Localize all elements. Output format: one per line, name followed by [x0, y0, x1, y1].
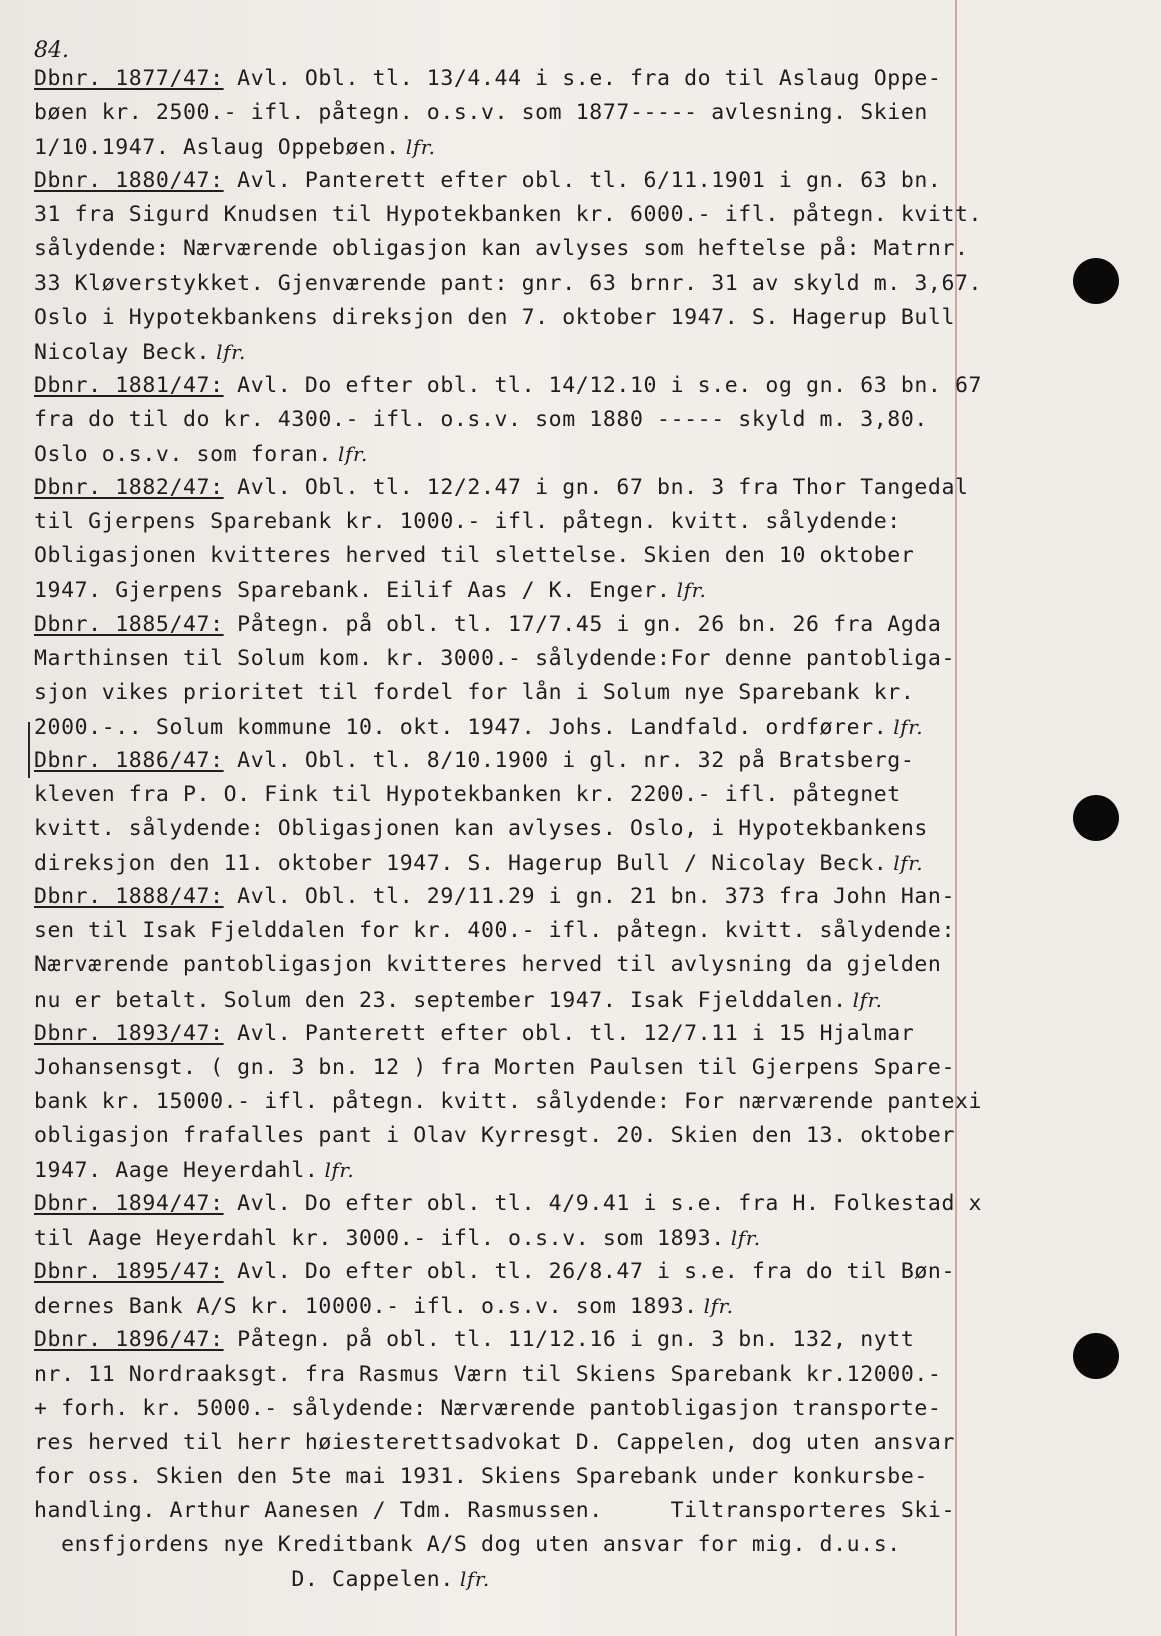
- handwritten-initials: lfr.: [852, 987, 883, 1012]
- handwritten-initials: lfr.: [703, 1294, 734, 1319]
- entry-reference: Dbnr. 1880/47:: [34, 168, 224, 194]
- entry-text: Oslo i Hypotekbankens direksjon den 7. oktober 1947. S. Hagerup Bull: [34, 304, 955, 330]
- entry-reference: Dbnr. 1881/47:: [34, 372, 224, 398]
- entry-line: [34, 1153, 994, 1187]
- handwritten-initials: lfr.: [337, 442, 368, 467]
- entry-line: [34, 676, 994, 710]
- entry-text: Marthinsen til Solum kom. kr. 3000.- sålydende:For denne pantobliga-: [34, 645, 955, 671]
- entry-text: Avl. Obl. tl. 13/4.44 i s.e. fra do til Aslaug Oppe-: [223, 66, 942, 91]
- entry-line: [34, 1085, 994, 1119]
- entry-line: [34, 1494, 994, 1528]
- entry-text: Avl. Obl. tl. 29/11.29 i gn. 21 bn. 373 fra John Han-: [223, 884, 956, 910]
- register-entry: [34, 164, 994, 369]
- entry-line: [34, 1119, 994, 1153]
- punch-hole: [1073, 795, 1119, 841]
- entry-line: [34, 778, 994, 812]
- handwritten-initials: lfr.: [216, 339, 246, 364]
- entry-line: [34, 335, 994, 369]
- entry-line: [34, 369, 994, 403]
- margin-mark: [28, 722, 30, 778]
- handwritten-initials: lfr.: [730, 1226, 761, 1251]
- handwritten-initials: lfr.: [676, 578, 707, 603]
- entry-text: D. Cappelen.: [34, 1567, 454, 1593]
- entry-text: 31 fra Sigurd Knudsen til Hypotekbanken kr. 6000.- ifl. påtegn. kvitt.: [34, 202, 983, 228]
- entry-line: [34, 130, 994, 164]
- entry-text: nr. 11 Nordraaksgt. fra Rasmus Værn til Skiens Sparebank kr.12000.-: [34, 1361, 942, 1387]
- register-entry: [34, 1187, 994, 1255]
- punch-hole: [1073, 1333, 1119, 1379]
- entry-text: res herved til herr høiesterettsadvokat D. Cappelen, dog uten ansvar: [34, 1429, 955, 1455]
- entry-text: 33 Kløverstykket. Gjenværende pant: gnr. 63 brnr. 31 av skyld m. 3,67.: [34, 270, 983, 296]
- entry-line: [34, 1426, 994, 1460]
- entry-text: Avl. Obl. tl. 8/10.1900 i gl. nr. 32 på Bratsberg-: [223, 747, 915, 773]
- entry-reference: Dbnr. 1888/47:: [34, 884, 224, 910]
- entry-line: [34, 1392, 994, 1426]
- register-entry: [34, 880, 994, 1016]
- entry-text: fra do til do kr. 4300.- ifl. o.s.v. som 1880 ----- skyld m. 3,80.: [34, 406, 928, 432]
- register-entry: [34, 1323, 994, 1596]
- entry-text: kvitt. sålydende: Obligasjonen kan avlyses. Oslo, i Hypotekbankens: [34, 816, 928, 842]
- entry-line: [34, 1323, 994, 1357]
- entry-line: [34, 880, 994, 914]
- entry-text: sjon vikes prioritet til fordel for lån i Solum nye Sparebank kr.: [34, 679, 915, 705]
- entry-text: dernes Bank A/S kr. 10000.- ifl. o.s.v. som 1893.: [34, 1294, 698, 1320]
- entry-text: Nærværende pantobligasjon kvitteres herved til avlysning da gjelden: [34, 952, 942, 978]
- entry-text: Avl. Do efter obl. tl. 14/12.10 i s.e. og gn. 63 bn. 67: [223, 372, 983, 398]
- entry-line: [34, 1221, 994, 1255]
- entry-text: kleven fra P. O. Fink til Hypotekbanken kr. 2200.- ifl. påtegnet: [34, 781, 901, 807]
- entry-line: [34, 948, 994, 982]
- entry-text: 1/10.1947. Aslaug Oppebøen.: [34, 135, 400, 161]
- punch-hole: [1073, 258, 1119, 304]
- entry-line: [34, 1289, 994, 1323]
- entry-text: Oslo o.s.v. som foran.: [34, 442, 332, 468]
- entry-line: [34, 505, 994, 539]
- entry-line: [34, 914, 994, 948]
- entry-text: direksjon den 11. oktober 1947. S. Hagerup Bull / Nicolay Beck.: [34, 851, 888, 877]
- entry-line: [34, 744, 994, 778]
- entry-reference: Dbnr. 1885/47:: [34, 611, 224, 637]
- entry-line: [34, 437, 994, 471]
- entry-text: for oss. Skien den 5te mai 1931. Skiens Sparebank under konkursbe-: [34, 1463, 928, 1489]
- entry-line: [34, 1051, 994, 1085]
- entry-text: Avl. Panterett efter obl. tl. 12/7.11 i 15 Hjalmar: [223, 1020, 915, 1046]
- entry-text: sen til Isak Fjelddalen for kr. 400.- ifl. påtegn. kvitt. sålydende:: [34, 918, 955, 944]
- entry-reference: Dbnr. 1882/47:: [34, 475, 224, 501]
- page-number: 84.: [34, 38, 69, 63]
- entry-text: Nicolay Beck.: [34, 339, 211, 365]
- entry-text: til Aage Heyerdahl kr. 3000.- ifl. o.s.v. som 1893.: [34, 1226, 725, 1252]
- entry-line: [34, 471, 994, 505]
- entry-text: Avl. Do efter obl. tl. 4/9.41 i s.e. fra H. Folkestad x: [223, 1191, 983, 1217]
- entry-line: [34, 573, 994, 607]
- entry-line: [34, 164, 994, 198]
- entry-text: Johansensgt. ( gn. 3 bn. 12 ) fra Morten Paulsen til Gjerpens Spare-: [34, 1054, 955, 1080]
- entry-text: til Gjerpens Sparebank kr. 1000.- ifl. påtegn. kvitt. sålydende:: [34, 509, 901, 535]
- entry-text: 2000.-.. Solum kommune 10. okt. 1947. Johs. Landfald. ordfører.: [34, 714, 888, 740]
- entry-reference: Dbnr. 1895/47:: [34, 1259, 224, 1285]
- entry-line: [34, 539, 994, 573]
- entry-reference: Dbnr. 1886/47:: [34, 747, 224, 773]
- register-entry: [34, 1255, 994, 1323]
- handwritten-initials: lfr.: [324, 1158, 355, 1182]
- entry-text: sålydende: Nærværende obligasjon kan avlyses som heftelse på: Matrnr.: [34, 236, 969, 262]
- handwritten-initials: lfr.: [459, 1567, 490, 1592]
- entry-text: Påtegn. på obl. tl. 17/7.45 i gn. 26 bn. 26 fra Agda: [223, 611, 942, 637]
- entry-line: [34, 232, 994, 266]
- entry-line: [34, 1017, 994, 1051]
- entry-reference: Dbnr. 1896/47:: [34, 1327, 224, 1353]
- entry-line: [34, 812, 994, 846]
- register-entry: [34, 369, 994, 471]
- register-entry: [34, 1017, 994, 1187]
- entry-text: 1947. Gjerpens Sparebank. Eilif Aas / K. Enger.: [34, 578, 671, 604]
- register-entry: [34, 744, 994, 880]
- entry-text: nu er betalt. Solum den 23. september 1947. Isak Fjelddalen.: [34, 987, 847, 1013]
- entry-line: [34, 1528, 994, 1562]
- register-entry: [34, 62, 994, 164]
- register-entry: [34, 471, 994, 607]
- entry-line: [34, 846, 994, 880]
- entry-line: [34, 301, 994, 335]
- entry-line: [34, 608, 994, 642]
- entry-reference: Dbnr. 1893/47:: [34, 1020, 224, 1046]
- entry-text: Avl. Obl. tl. 12/2.47 i gn. 67 bn. 3 fra Thor Tangedal: [223, 475, 969, 501]
- entry-line: [34, 1358, 994, 1392]
- entry-line: [34, 198, 994, 232]
- handwritten-initials: lfr.: [893, 714, 924, 739]
- entry-text: Avl. Panterett efter obl. tl. 6/11.1901 i gn. 63 bn.: [223, 168, 942, 194]
- entry-line: [34, 403, 994, 437]
- entry-line: [34, 1255, 994, 1289]
- entry-text: Avl. Do efter obl. tl. 26/8.47 i s.e. fra do til Bøn-: [223, 1259, 956, 1285]
- entry-line: [34, 1562, 994, 1596]
- entry-text: bank kr. 15000.- ifl. påtegn. kvitt. sålydende: For nærværende pantexi: [34, 1088, 983, 1114]
- entry-text: Obligasjonen kvitteres herved til slettelse. Skien den 10 oktober: [34, 543, 915, 569]
- entry-list: [34, 62, 994, 1596]
- entry-text: 1947. Aage Heyerdahl.: [34, 1158, 319, 1183]
- entry-reference: Dbnr. 1894/47:: [34, 1191, 224, 1217]
- register-entry: [34, 608, 994, 744]
- entry-text: + forh. kr. 5000.- sålydende: Nærværende pantobligasjon transporte-: [34, 1395, 942, 1421]
- entry-line: [34, 267, 994, 301]
- handwritten-initials: lfr.: [405, 135, 436, 160]
- entry-text: ensfjordens nye Kreditbank A/S dog uten ansvar for mig. d.u.s.: [34, 1532, 901, 1558]
- entry-text: handling. Arthur Aanesen / Tdm. Rasmussen. Tiltransporteres Ski-: [34, 1497, 955, 1523]
- entry-line: [34, 642, 994, 676]
- entry-line: [34, 62, 994, 96]
- handwritten-initials: lfr.: [893, 851, 924, 876]
- entry-line: [34, 710, 994, 744]
- entry-reference: Dbnr. 1877/47:: [34, 66, 224, 91]
- entry-text: Påtegn. på obl. tl. 11/12.16 i gn. 3 bn. 132, nytt: [223, 1327, 915, 1353]
- entry-text: bøen kr. 2500.- ifl. påtegn. o.s.v. som 1877----- avlesning. Skien: [34, 100, 928, 126]
- entry-line: [34, 96, 994, 130]
- entry-text: obligasjon frafalles pant i Olav Kyrresgt. 20. Skien den 13. oktober: [34, 1122, 955, 1148]
- entry-line: [34, 983, 994, 1017]
- entry-line: [34, 1187, 994, 1221]
- entry-line: [34, 1460, 994, 1494]
